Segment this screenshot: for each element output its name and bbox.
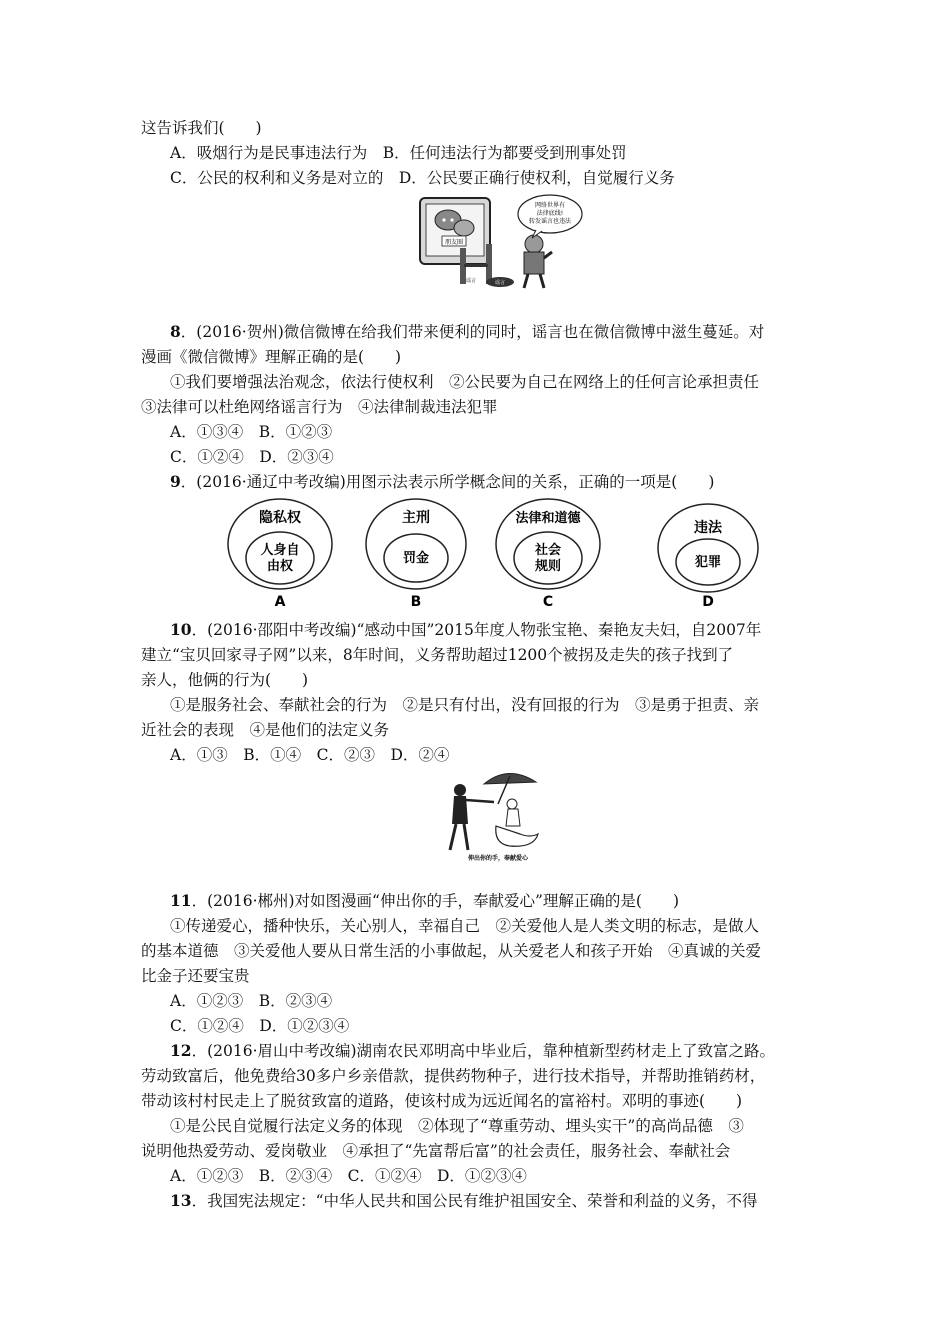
diagram-d xyxy=(658,504,758,610)
wechat-weibo-cartoon xyxy=(412,192,584,292)
q13-text-1: ．我国宪法规定：“中华人民共和国公民有维护祖国安全、荣誉和利益的义务，不得 xyxy=(191,1192,758,1210)
q9-concept-diagrams xyxy=(220,496,780,616)
diagram-d-letter: D xyxy=(702,594,714,610)
q12-text-1: ．(2016·眉山中考改编)湖南农民邓明高中毕业后，靠种植新型药材走上了致富之路。 xyxy=(191,1042,776,1060)
bubble-line-3: 转发谣言也违法 xyxy=(528,218,572,225)
q10-statement-2: 近社会的表现 ④是他们的法定义务 xyxy=(141,721,390,739)
diagram-a-letter: A xyxy=(274,594,286,610)
q11-options-ab: A．①②③ B．②③④ xyxy=(170,992,333,1010)
q10-line-1 xyxy=(170,620,761,640)
q12-line-1 xyxy=(170,1041,775,1061)
q11-statement-3: 比金子还要宝贵 xyxy=(141,967,250,985)
q8-statement-2: ③法律可以杜绝网络谣言行为 ④法律制裁违法犯罪 xyxy=(141,398,498,416)
post-label: 谣言 xyxy=(466,278,477,284)
q11-statement-2: 的基本道德 ③关爱他人要从日常生活的小事做起，从关爱老人和孩子开始 ④真诚的关爱 xyxy=(141,942,762,960)
q8-statement-1: ①我们要增强法治观念，依法行使权利 ②公民要为自己在网络上的任何言论承担责任 xyxy=(170,373,760,391)
q9-line-1 xyxy=(170,472,714,492)
q13-number: 13 xyxy=(170,1191,192,1210)
q11-text-1: ．(2016·郴州)对如图漫画“伸出你的手，奉献爱心”理解正确的是( ) xyxy=(191,892,679,910)
diagram-b xyxy=(366,499,466,610)
diagram-a xyxy=(228,499,332,610)
q8-number: 8 xyxy=(170,322,181,341)
q10-options: A．①③ B．①④ C．②③ D．②④ xyxy=(170,746,450,764)
q9-text-1: ．(2016·通辽中考改编)用图示法表示所学概念间的关系，正确的一项是( ) xyxy=(180,473,715,491)
helping-hand-cartoon xyxy=(438,764,558,864)
diagram-d-inner-1: 犯罪 xyxy=(694,555,722,570)
diagram-b-outer: 主刑 xyxy=(402,510,430,526)
q12-line-3: 带动该村村民走上了脱贫致富的道路，使该村成为远近闻名的富裕村。邓明的事迹( ) xyxy=(141,1092,743,1110)
diagram-a-outer: 隐私权 xyxy=(259,510,301,526)
diagram-c-inner-2: 规则 xyxy=(534,559,562,574)
q8-options-cd: C．①②④ D．②③④ xyxy=(170,448,334,466)
q10-line-3: 亲人，他俩的行为( ) xyxy=(141,671,309,689)
q8-line-2: 漫画《微信微博》理解正确的是( ) xyxy=(141,348,402,366)
diagram-c xyxy=(496,499,600,610)
q11-statement-1: ①传递爱心，播种快乐，关心别人，幸福自己 ②关爱他人是人类文明的标志，是做人 xyxy=(170,917,760,935)
q11-line-1 xyxy=(170,891,679,911)
diagram-a-inner-1: 人身自 xyxy=(260,543,300,558)
q13-line-1 xyxy=(170,1191,758,1211)
diagram-d-outer: 违法 xyxy=(694,520,722,536)
diagram-b-inner-1: 罚金 xyxy=(402,551,430,566)
q10-number: 10 xyxy=(170,620,192,639)
diagram-c-inner-1: 社会 xyxy=(534,543,562,558)
q7-options-ab: A．吸烟行为是民事违法行为 B．任何违法行为都要受到刑事处罚 xyxy=(170,144,627,162)
q8-text-1: ．(2016·贺州)微信微博在给我们带来便利的同时，谣言也在微信微博中滋生蔓延。对 xyxy=(180,323,765,341)
cartoon-caption: 伸出你的手，奉献爱心 xyxy=(467,855,529,862)
bubble-line-1: 网络世界有 xyxy=(534,202,566,209)
q7-stem-tail: 这告诉我们( ) xyxy=(141,119,262,137)
q8-line-1 xyxy=(170,322,764,342)
q12-line-2: 劳动致富后，他免费给30多户乡亲借款，提供药物种子，进行技术指导，并帮助推销药材， xyxy=(141,1067,766,1085)
q12-statement-2: 说明他热爱劳动、爱岗敬业 ④承担了“先富帮后富”的社会责任，服务社会、奉献社会 xyxy=(141,1142,731,1160)
q9-number: 9 xyxy=(170,472,181,491)
q10-statement-1: ①是服务社会、奉献社会的行为 ②是只有付出，没有回报的行为 ③是勇于担责、亲 xyxy=(170,696,760,714)
q11-number: 11 xyxy=(170,891,192,910)
diagram-c-outer: 法律和道德 xyxy=(515,511,581,526)
q8-options-ab: A．①③④ B．①②③ xyxy=(170,423,333,441)
plate-label: 谣言 xyxy=(494,280,506,286)
q10-text-1: ．(2016·邵阳中考改编)“感动中国”2015年度人物张宝艳、秦艳友夫妇，自2007年 xyxy=(191,621,762,639)
q12-options: A．①②③ B．②③④ C．①②④ D．①②③④ xyxy=(170,1167,527,1185)
q12-number: 12 xyxy=(170,1041,192,1060)
screen-label: 朋友圈 xyxy=(444,239,464,246)
diagram-a-inner-2: 由权 xyxy=(266,559,294,574)
q11-options-cd: C．①②④ D．①②③④ xyxy=(170,1017,350,1035)
q10-line-2: 建立“宝贝回家寻子网”以来，8年时间，义务帮助超过1200个被拐及走失的孩子找到了 xyxy=(141,646,734,664)
diagram-b-letter: B xyxy=(410,594,422,610)
q12-statement-1: ①是公民自觉履行法定义务的体现 ②体现了“尊重劳动、埋头实干”的高尚品德 ③ xyxy=(170,1117,744,1135)
bubble-line-2: 法律底线! xyxy=(536,210,564,217)
diagram-c-letter: C xyxy=(542,594,554,610)
q7-options-cd: C．公民的权利和义务是对立的 D．公民要正确行使权利，自觉履行义务 xyxy=(170,169,675,187)
